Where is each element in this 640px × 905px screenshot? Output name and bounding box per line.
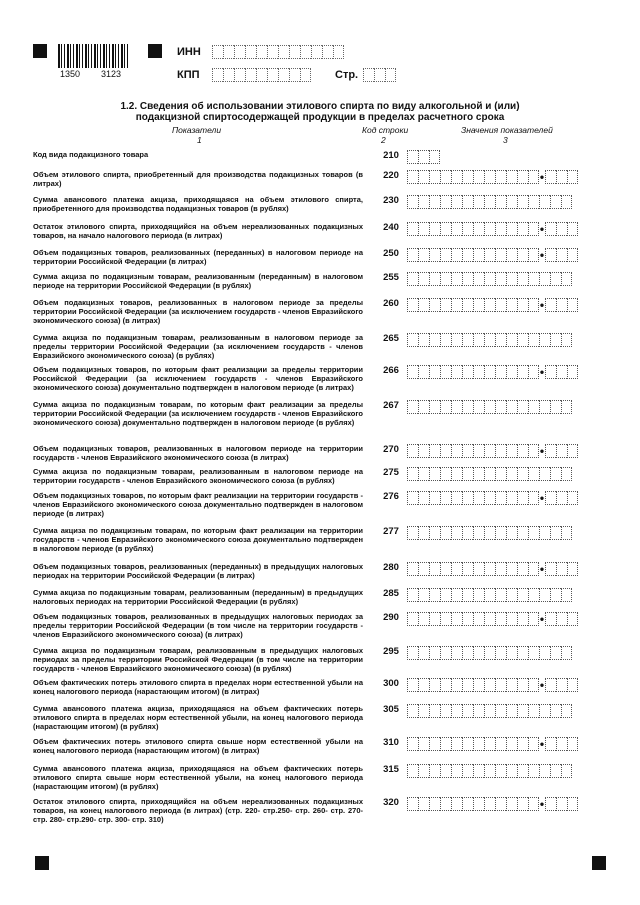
row-label: Сумма акциза по подакцизным товарам, реализованным в налоговом периоде за пределы территории Российской Федерации (за исключением государств - членов Евразийского экономического союза) (в рублях) xyxy=(33,333,363,360)
row-value-field[interactable]: • xyxy=(407,298,578,312)
row-value-field[interactable] xyxy=(407,272,572,286)
row-label: Объем подакцизных товаров, реализованных (переданных) в налоговом периоде на территории Российской Федерации (в литрах) xyxy=(33,248,363,266)
row-label: Сумма авансового платежа акциза, приходящаяся на объем этилового спирта, приобретенного для производства подакцизных товаров (в рублях) xyxy=(33,195,363,213)
row-code: 220 xyxy=(383,170,399,181)
row-code: 305 xyxy=(383,704,399,715)
row-code: 267 xyxy=(383,400,399,411)
row-value-field[interactable] xyxy=(407,195,572,209)
row-value-field[interactable]: • xyxy=(407,365,578,379)
page-field[interactable] xyxy=(363,68,396,82)
row-value-field[interactable] xyxy=(407,467,572,481)
row-label: Сумма акциза по подакцизным товарам, реализованным (переданным) в предыдущих налоговых периодах на территории Российской Федерации (в рублях) xyxy=(33,588,363,606)
inn-field[interactable] xyxy=(212,45,344,59)
row-value-field[interactable]: • xyxy=(407,737,578,751)
row-code: 280 xyxy=(383,562,399,573)
column-header-values: Значения показателей xyxy=(461,125,553,135)
column-header-values-num: 3 xyxy=(503,135,508,145)
row-value-field[interactable]: • xyxy=(407,562,578,576)
section-title-line1: 1.2. Сведения об использовании этилового спирта по виду алкогольной и (или) xyxy=(120,101,520,112)
inn-label: ИНН xyxy=(177,46,201,58)
row-label: Объем подакцизных товаров, реализованных в предыдущих налоговых периодах за пределы территории Российской Федерации (в том числе на территории государств - членов Евразийского экономического союза) (в литрах) xyxy=(33,612,363,639)
kpp-field[interactable] xyxy=(212,68,311,82)
row-label: Объем подакцизных товаров, реализованных в налоговом периоде за пределы территории Российской Федерации (за исключением государств - членов Евразийского экономического союза) (в литрах) xyxy=(33,298,363,325)
row-code: 210 xyxy=(383,150,399,161)
row-value-field[interactable]: • xyxy=(407,678,578,692)
row-code: 230 xyxy=(383,195,399,206)
column-header-indicators: Показатели xyxy=(172,125,222,135)
row-value-field[interactable] xyxy=(407,400,572,414)
row-value-field[interactable] xyxy=(407,646,572,660)
row-code: 290 xyxy=(383,612,399,623)
corner-marker-bottom-right xyxy=(592,856,606,870)
barcode-number-left: 1350 xyxy=(60,69,81,79)
barcode xyxy=(58,44,128,68)
row-code: 315 xyxy=(383,764,399,775)
row-value-field[interactable]: • xyxy=(407,170,578,184)
row-value-field[interactable]: • xyxy=(407,248,578,262)
row-code: 275 xyxy=(383,467,399,478)
barcode-number-right: 3123 xyxy=(101,69,122,79)
row-label: Остаток этилового спирта, приходящийся на объем нереализованных подакцизных товаров, на начало налогового периода (в литрах) xyxy=(33,222,363,240)
row-code: 240 xyxy=(383,222,399,233)
row-value-field[interactable]: • xyxy=(407,444,578,458)
column-header-line-code-num: 2 xyxy=(381,135,386,145)
row-label: Сумма акциза по подакцизным товарам, по которым факт реализации за пределы территории Российской Федерации (за исключением государств - членов Евразийского экономического союза) документально подтвержден в налоговом периоде (в рублях) xyxy=(33,400,363,427)
row-label: Сумма акциза по подакцизным товарам, реализованным в налоговом периоде на территории государств - членов Евразийского экономического союза (в рублях) xyxy=(33,467,363,485)
row-value-field[interactable]: • xyxy=(407,797,578,811)
row-label: Сумма акциза по подакцизным товарам, реализованным (переданным) в налоговом периоде на территории Российской Федерации (в рублях) xyxy=(33,272,363,290)
row-code: 295 xyxy=(383,646,399,657)
row-value-field[interactable] xyxy=(407,588,572,602)
section-title-line2: подакцизной спиртосодержащей продукции в пределах расчетного срока xyxy=(135,112,505,123)
row-code: 265 xyxy=(383,333,399,344)
row-label: Объем этилового спирта, приобретенный для производства подакцизных товаров (в литрах) xyxy=(33,170,363,188)
row-code: 310 xyxy=(383,737,399,748)
row-label: Сумма авансового платежа акциза, приходящаяся на объем фактических потерь этилового спирта в пределах норм естественной убыли, на конец налогового периода (нарастающим итогом) (в рублях) xyxy=(33,704,363,731)
row-label: Сумма акциза по подакцизным товарам, по которым факт реализации на территории государств - членов Евразийского экономического союза документально подтвержден в налоговом периоде (в рублях) xyxy=(33,526,363,553)
row-code: 276 xyxy=(383,491,399,502)
row-code: 277 xyxy=(383,526,399,537)
row-value-field[interactable]: • xyxy=(407,612,578,626)
row-label: Объем подакцизных товаров, реализованных в налоговом периоде на территории государств - членов Евразийского экономического союза (в литрах) xyxy=(33,444,363,462)
corner-marker-top-mid xyxy=(148,44,162,58)
row-label: Объем фактических потерь этилового спирта свыше норм естественной убыли на конец налогового периода (нарастающим итогом) (в литрах) xyxy=(33,737,363,755)
row-label: Объем подакцизных товаров, по которым факт реализации на территории государств - членов Евразийского экономического союза документально подтвержден в налоговом периоде (в литрах) xyxy=(33,491,363,518)
row-code: 320 xyxy=(383,797,399,808)
row-code: 250 xyxy=(383,248,399,259)
row-label: Сумма авансового платежа акциза, приходящаяся на объем фактических потерь этилового спирта свыше норм естественной убыли, на конец налогового периода (нарастающим итогом) (в рублях) xyxy=(33,764,363,791)
section-title xyxy=(120,101,520,123)
row-code: 255 xyxy=(383,272,399,283)
row-code: 270 xyxy=(383,444,399,455)
row-code: 300 xyxy=(383,678,399,689)
kpp-label: КПП xyxy=(177,69,200,81)
column-header-indicators-num: 1 xyxy=(197,135,202,145)
row-code: 266 xyxy=(383,365,399,376)
column-header-line-code: Код строки xyxy=(362,125,409,135)
page-label: Стр. xyxy=(335,69,359,81)
row-label: Объем подакцизных товаров, реализованных (переданных) в предыдущих налоговых периодах на территории Российской Федерации (в литрах) xyxy=(33,562,363,580)
row-code: 285 xyxy=(383,588,399,599)
row-value-field[interactable] xyxy=(407,526,572,540)
row-value-field[interactable] xyxy=(407,704,572,718)
row-value-field[interactable] xyxy=(407,764,572,778)
corner-marker-bottom-left xyxy=(35,856,49,870)
row-label: Объем фактических потерь этилового спирта в пределах норм естественной убыли на конец налогового периода (нарастающим итогом) (в литрах) xyxy=(33,678,363,696)
row-value-field[interactable]: • xyxy=(407,491,578,505)
row-label: Объем подакцизных товаров, по которым факт реализации за пределы территории Российской Федерации (за исключением государств - членов Евразийского экономического союза) документально подтвержден в налоговом периоде (в литрах) xyxy=(33,365,363,392)
row-value-field[interactable]: • xyxy=(407,222,578,236)
row-label: Код вида подакцизного товара xyxy=(33,150,149,159)
corner-marker-top-left xyxy=(33,44,47,58)
row-label: Остаток этилового спирта, приходящийся на объем нереализованных подакцизных товаров, на конец налогового периода (в литрах) (стр. 220- стр.250- стр. 260- стр. 270- стр. 280- стр.290- стр. 300- стр. 310) xyxy=(33,797,363,824)
row-value-field[interactable] xyxy=(407,333,572,347)
row-value-field[interactable] xyxy=(407,150,440,164)
row-code: 260 xyxy=(383,298,399,309)
row-label: Сумма акциза по подакцизным товарам, реализованным в предыдущих налоговых периодах за пределы территории Российской Федерации (в том числе на территории государств - членов Евразийского экономического союза) (в рублях) xyxy=(33,646,363,673)
